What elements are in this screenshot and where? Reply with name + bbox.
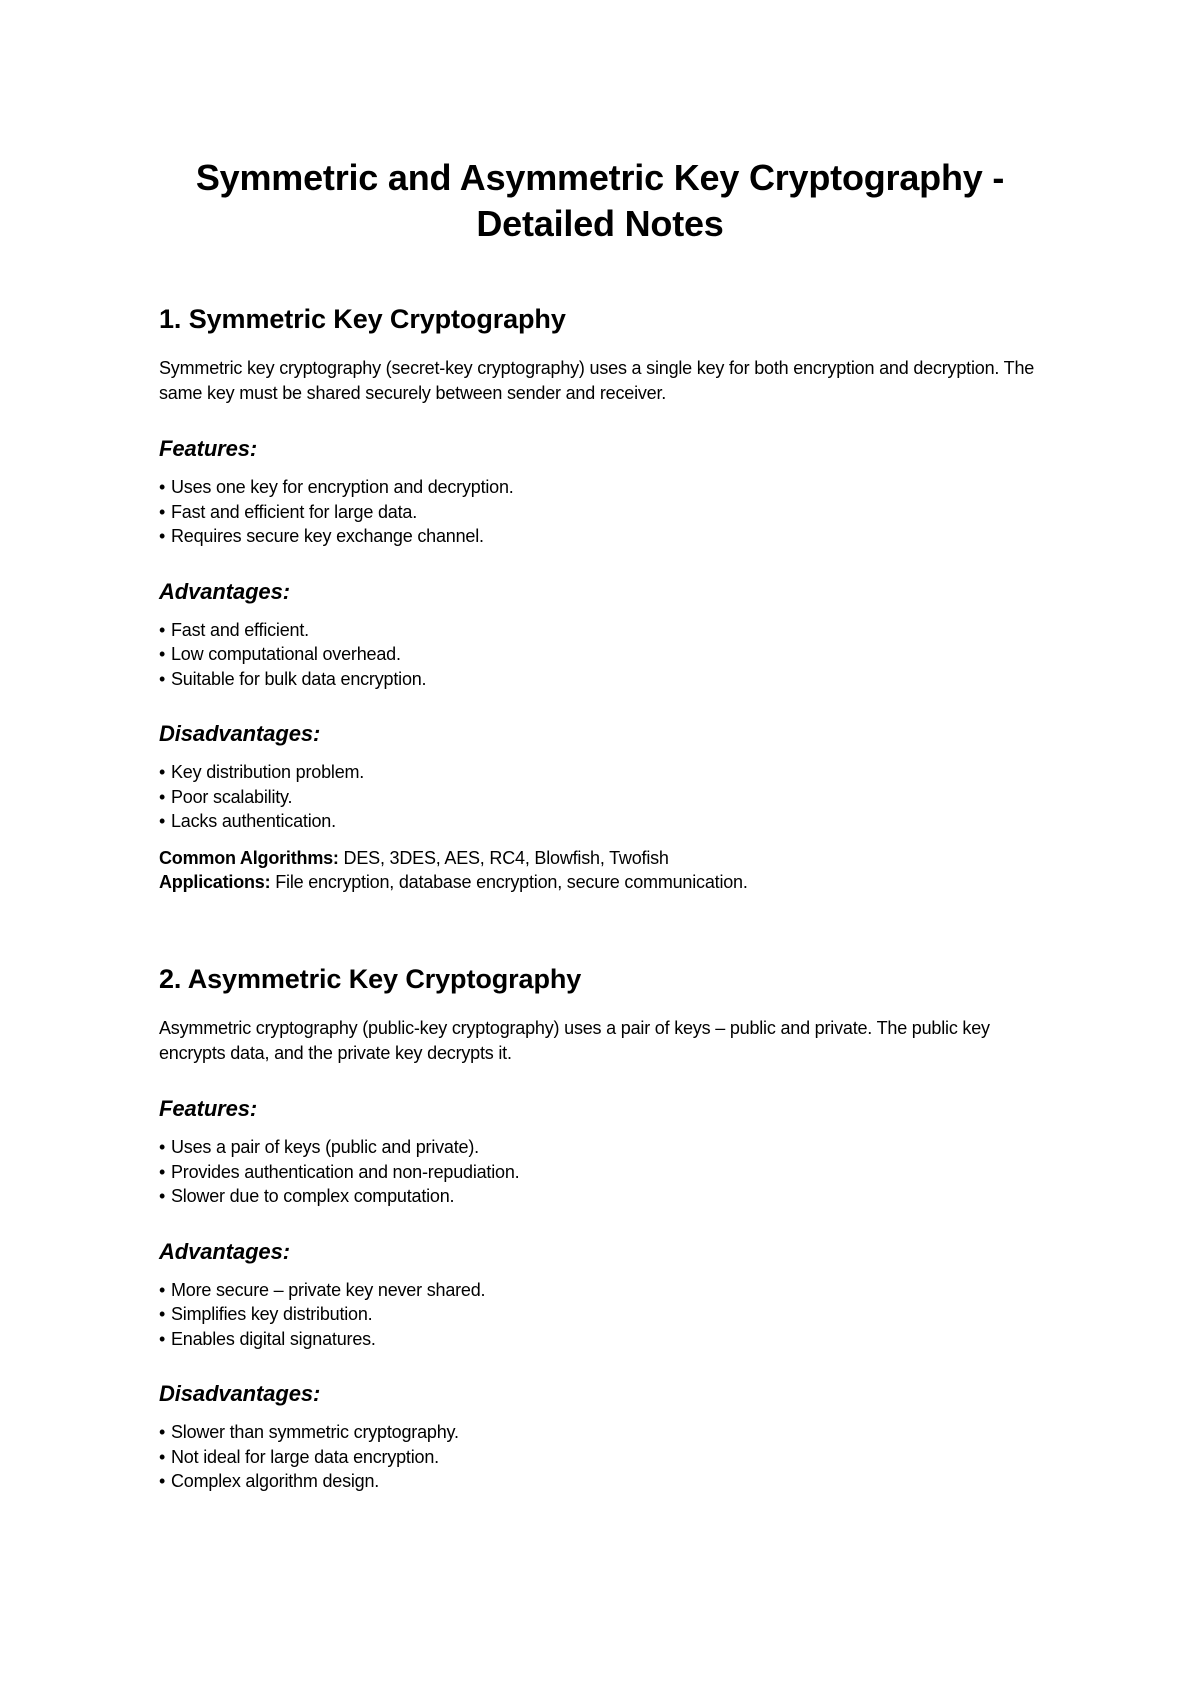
list-item-text: Lacks authentication.: [171, 811, 336, 831]
list-item: [159, 1469, 1039, 1494]
bullet-icon: •: [159, 1304, 166, 1324]
list-item-text: Key distribution problem.: [171, 762, 365, 782]
list-item-text: Slower due to complex computation.: [171, 1186, 455, 1206]
list-item-text: Provides authentication and non-repudiation.: [171, 1161, 520, 1182]
bullet-icon: •: [159, 477, 166, 497]
common-algorithms-row: [159, 846, 1039, 870]
common-algorithms-label: Common Algorithms:: [159, 847, 339, 868]
list-item: [159, 500, 1039, 525]
list-item: [159, 642, 1039, 667]
features-heading-asymmetric: Features:: [159, 1096, 258, 1121]
section-intro-symmetric: Symmetric key cryptography (secret-key cryptography) uses a single key for both encryption and decryption. The same key must be shared securely between sender and receiver.: [159, 358, 1035, 403]
bullet-icon: •: [159, 1279, 166, 1300]
section-asymmetric: [159, 962, 1039, 1494]
advantages-heading-symmetric: Advantages:: [159, 578, 290, 604]
list-item-text: Simplifies key distribution.: [171, 1304, 373, 1324]
section-symmetric: [159, 302, 1039, 894]
list-item-text: Enables digital signatures.: [171, 1328, 376, 1349]
list-item: [159, 1302, 1039, 1327]
list-item-text: Poor scalability.: [171, 786, 293, 807]
list-item: [159, 760, 1039, 785]
applications-row: [159, 870, 1039, 894]
bullet-icon: •: [159, 811, 166, 831]
list-item-text: More secure – private key never shared.: [171, 1279, 486, 1300]
bullet-icon: •: [159, 1161, 166, 1182]
advantages-heading-asymmetric: Advantages:: [159, 1238, 290, 1264]
disadvantages-heading-symmetric: Disadvantages:: [159, 721, 321, 746]
list-item-text: Not ideal for large data encryption.: [171, 1446, 439, 1467]
list-item: [159, 524, 1039, 549]
section-heading-symmetric: 1. Symmetric Key Cryptography: [159, 304, 566, 334]
list-item: [159, 475, 1039, 500]
list-item: [159, 1445, 1039, 1470]
disadvantages-heading-asymmetric: Disadvantages:: [159, 1381, 321, 1406]
advantages-list-asymmetric: [159, 1278, 1039, 1352]
list-item: [159, 785, 1039, 810]
bullet-icon: •: [159, 1137, 166, 1157]
bullet-icon: •: [159, 1446, 166, 1467]
list-item: [159, 809, 1039, 834]
disadvantages-list-symmetric: [159, 760, 1039, 834]
bullet-icon: •: [159, 1422, 166, 1442]
list-item: [159, 1184, 1039, 1209]
bullet-icon: •: [159, 619, 166, 640]
bullet-icon: •: [159, 786, 166, 807]
list-item-text: Fast and efficient for large data.: [171, 501, 418, 522]
list-item-text: Suitable for bulk data encryption.: [171, 668, 427, 689]
bullet-icon: •: [159, 762, 166, 782]
list-item: [159, 1420, 1039, 1445]
list-item-text: Uses one key for encryption and decryption.: [171, 477, 514, 497]
bullet-icon: •: [159, 644, 166, 664]
list-item-text: Complex algorithm design.: [171, 1471, 380, 1491]
bullet-icon: •: [159, 1471, 166, 1491]
bullet-icon: •: [159, 668, 166, 689]
section-intro-asymmetric: Asymmetric cryptography (public-key cryptography) uses a pair of keys – public and private. The public key encrypts data, and the private key decrypts it.: [159, 1018, 990, 1063]
list-item-text: Low computational overhead.: [171, 644, 401, 664]
document-title: Symmetric and Asymmetric Key Cryptography - Detailed Notes: [195, 157, 1005, 244]
applications-label: Applications:: [159, 871, 271, 892]
bullet-icon: •: [159, 1328, 166, 1349]
list-item: [159, 1327, 1039, 1352]
list-item: [159, 1160, 1039, 1185]
features-heading-symmetric: Features:: [159, 436, 258, 461]
common-algorithms-value: DES, 3DES, AES, RC4, Blowfish, Twofish: [343, 847, 669, 868]
section-heading-asymmetric: 2. Asymmetric Key Cryptography: [159, 964, 582, 994]
symmetric-meta: [159, 846, 1039, 894]
bullet-icon: •: [159, 501, 166, 522]
list-item: [159, 618, 1039, 643]
list-item-text: Uses a pair of keys (public and private).: [171, 1137, 479, 1157]
advantages-list-symmetric: [159, 618, 1039, 692]
bullet-icon: •: [159, 526, 166, 546]
applications-value: File encryption, database encryption, secure communication.: [275, 871, 748, 892]
disadvantages-list-asymmetric: [159, 1420, 1039, 1494]
list-item: [159, 1135, 1039, 1160]
list-item: [159, 1278, 1039, 1303]
list-item: [159, 667, 1039, 692]
list-item-text: Fast and efficient.: [171, 619, 309, 640]
features-list-asymmetric: [159, 1135, 1039, 1209]
list-item-text: Slower than symmetric cryptography.: [171, 1422, 459, 1442]
features-list-symmetric: [159, 475, 1039, 549]
bullet-icon: •: [159, 1186, 166, 1206]
list-item-text: Requires secure key exchange channel.: [171, 526, 484, 546]
